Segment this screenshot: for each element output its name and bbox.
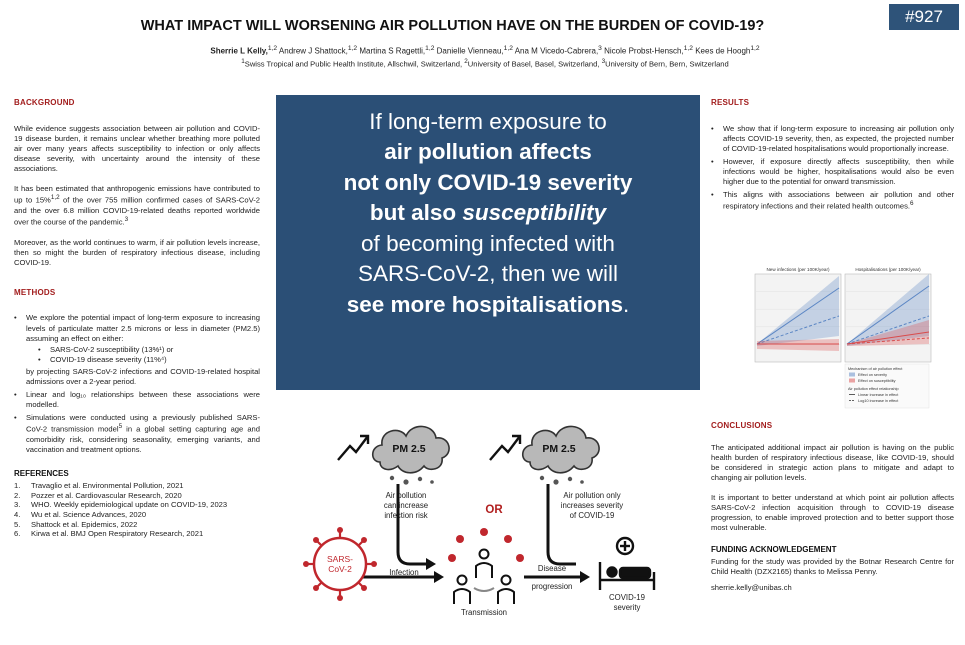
severity-label: COVID-19 bbox=[609, 593, 645, 602]
list-item: • However, if exposure directly affects susceptibility, then while infections would be higher, hospitalisations would also be even higher due to the potential for onward transmission. bbox=[711, 157, 954, 187]
first-author: Sherrie L Kelly, bbox=[210, 46, 268, 56]
background-paragraph: Moreover, as the world continues to warm, if air pollution levels increase, then so might the burden of respiratory infectious disease, including COVID-19. bbox=[14, 237, 260, 267]
author-sup: 1,2 bbox=[347, 45, 358, 52]
text-span: It has been estimated that anthropogenic emissions have contributed to up to 15% bbox=[14, 184, 260, 205]
affil-sup: 3 bbox=[601, 58, 606, 65]
mechanism-diagram bbox=[276, 402, 700, 640]
author-sup: 1,2 bbox=[503, 45, 513, 52]
references-list bbox=[14, 481, 260, 539]
author: Kees de Hoogh bbox=[695, 46, 751, 56]
reference-item bbox=[14, 500, 260, 510]
background-paragraph: While evidence suggests association between air pollution and COVID-19 disease burden, it remains unclear whether breathing more polluted air over many years affects susceptibility to infection or only affects disease severity, with uncertainty around the intensity of these associations. bbox=[14, 123, 260, 173]
hospital-bed-icon bbox=[600, 538, 654, 590]
pm25-cloud-icon bbox=[373, 426, 449, 484]
list-item: • Linear and log₁₀ relationships between these associations were modelled. bbox=[14, 390, 260, 410]
results-chart bbox=[735, 262, 955, 418]
ref-text: WHO. Weekly epidemiological update on COVID-19, 2023 bbox=[31, 500, 228, 510]
key-message-box bbox=[276, 95, 700, 390]
key-message-line bbox=[276, 168, 700, 198]
emphasis: air pollution affects bbox=[384, 139, 592, 165]
text-span: Simulations were conducted using a previously published SARS-CoV-2 transmission model bbox=[26, 413, 260, 434]
key-message-line bbox=[276, 198, 700, 228]
author: Andrew J Shattock, bbox=[278, 46, 348, 56]
ref-num: 1. bbox=[14, 480, 21, 490]
ref-text: Pozzer et al. Cardiovascular Research, 2020 bbox=[31, 490, 182, 500]
reference-item bbox=[14, 520, 260, 530]
author: Nicole Probst-Hensch, bbox=[604, 46, 684, 56]
ref-text: Travaglio et al. Environmental Pollution, 2021 bbox=[31, 480, 184, 490]
ref-text: Shattock et al. Epidemics, 2022 bbox=[31, 519, 138, 529]
disease-progression-label: progression bbox=[531, 582, 573, 591]
virus-icon bbox=[303, 527, 377, 601]
citation-sup: 6 bbox=[910, 200, 914, 208]
emphasis-italic: susceptibility bbox=[462, 200, 607, 226]
legend-entry: Effect on susceptibility bbox=[858, 379, 896, 383]
contact-email[interactable]: sherrie.kelly@unibas.ch bbox=[711, 583, 792, 593]
people-transmission-icon bbox=[454, 550, 514, 605]
disease-progression-label: Disease bbox=[537, 564, 567, 573]
legend-entry: Linear increase in effect bbox=[858, 393, 899, 397]
funding-heading: FUNDING ACKNOWLEDGEMENT bbox=[711, 545, 837, 555]
pm25-label: PM 2.5 bbox=[542, 443, 576, 455]
methods-heading: METHODS bbox=[14, 287, 56, 297]
text-span: This aligns with associations between air pollution and other respiratory infections and their related health outcomes. bbox=[723, 190, 954, 211]
funding-text: Funding for the study was provided by the Botnar Research Centre for Child Health (DZX2165) thanks to Melissa Penny. bbox=[711, 557, 954, 577]
list-item: • SARS-CoV-2 susceptibility (13%¹) or bbox=[34, 345, 260, 355]
reference-item bbox=[14, 491, 260, 501]
trend-up-icon bbox=[338, 436, 368, 460]
list-item bbox=[14, 313, 260, 387]
affil-sup: 2 bbox=[464, 58, 468, 65]
legend-swatch bbox=[849, 379, 855, 383]
reference-item bbox=[14, 481, 260, 491]
right-column bbox=[711, 98, 954, 215]
author: Ana M Vicedo-Cabrera, bbox=[514, 46, 599, 56]
conclusions-paragraph: It is important to better understand at which point air pollution affects SARS-CoV-2 infection acquisition through to COVID-19 disease progression, to enable improved protection and to better support those most vulnerable. bbox=[711, 493, 954, 533]
author-list bbox=[60, 45, 910, 56]
emphasis: not only COVID-19 severity bbox=[343, 169, 633, 195]
ref-num: 6. bbox=[14, 529, 21, 539]
virus-label: SARS- bbox=[327, 554, 353, 564]
methods-list bbox=[14, 313, 260, 455]
ref-num: 3. bbox=[14, 500, 21, 510]
conclusions-heading: CONCLUSIONS bbox=[711, 421, 773, 430]
author-sup: 1,2 bbox=[750, 45, 760, 52]
list-item: • COVID-19 disease severity (11%⁴) bbox=[34, 355, 260, 365]
severity-band bbox=[757, 339, 839, 351]
legend-entry: Mechanism of air pollution effect bbox=[848, 367, 903, 371]
key-message-line: of becoming infected with bbox=[361, 230, 615, 256]
affiliation: University of Basel, Basel, Switzerland, bbox=[467, 59, 602, 69]
text-span: . bbox=[623, 291, 630, 317]
text-span: of the over 755 million confirmed cases of SARS-CoV-2 and the over 6.8 million COVID-19-related deaths reported worldwide over the course of the pandemic. bbox=[14, 195, 260, 227]
legend-swatch bbox=[849, 373, 855, 377]
poster-number-badge: #927 bbox=[889, 4, 959, 30]
right-caption-line: Air pollution only bbox=[563, 491, 621, 500]
references-heading: REFERENCES bbox=[14, 469, 69, 479]
legend-entry: Air pollution effect relationship bbox=[848, 387, 899, 391]
emphasis: see more hospitalisations bbox=[346, 291, 624, 317]
results-heading: RESULTS bbox=[711, 98, 750, 107]
emphasis: but also bbox=[369, 200, 463, 226]
author-sup: 1,2 bbox=[267, 45, 278, 52]
sub-list bbox=[34, 345, 260, 365]
results-list bbox=[711, 124, 954, 212]
right-caption-line: increases severity bbox=[560, 501, 624, 510]
list-item bbox=[14, 413, 260, 455]
citation-sup: 3 bbox=[124, 215, 129, 223]
affiliation: University of Bern, Bern, Switzerland bbox=[605, 59, 729, 69]
panel-title: Hospitalisations (per 100K/year) bbox=[855, 267, 921, 272]
author: Martina S Ragettli, bbox=[359, 46, 426, 56]
ref-num: 4. bbox=[14, 509, 21, 519]
citation-sup: 5 bbox=[118, 423, 123, 431]
left-caption-line: Air pollution bbox=[385, 491, 427, 500]
reference-item bbox=[14, 510, 260, 520]
list-item bbox=[711, 190, 954, 212]
virus-label: CoV-2 bbox=[328, 564, 352, 574]
background-paragraph bbox=[14, 184, 260, 227]
author-sup: 1,2 bbox=[683, 45, 693, 52]
author-sup: 1,2 bbox=[425, 45, 435, 52]
affiliations bbox=[60, 58, 910, 69]
legend-entry: Effect on severity bbox=[858, 373, 888, 377]
affil-sup: 1 bbox=[241, 58, 245, 65]
right-column-lower bbox=[711, 421, 954, 593]
key-message-line bbox=[276, 137, 700, 167]
conclusions-paragraph: The anticipated additional impact air pollution is having on the public health burden of respiratory infectious disease, like COVID-19, should be considered in strategic action plans to mitigate and adapt to changing air pollution levels. bbox=[711, 442, 954, 482]
text-span: by projecting SARS-CoV-2 infections and COVID-19-related hospital admissions over a 2-year period. bbox=[26, 366, 260, 386]
key-message-line: If long-term exposure to bbox=[369, 109, 607, 134]
key-message-line: SARS-CoV-2, then we will bbox=[357, 261, 619, 287]
ref-text: Wu et al. Science Advances, 2020 bbox=[31, 509, 147, 519]
author-sup: 3 bbox=[598, 45, 602, 52]
transmission-label: Transmission bbox=[460, 608, 508, 617]
background-heading: BACKGROUND bbox=[14, 98, 75, 107]
right-caption-line: of COVID-19 bbox=[569, 511, 615, 520]
left-column bbox=[14, 98, 260, 539]
ref-num: 5. bbox=[14, 519, 21, 529]
poster-title: WHAT IMPACT WILL WORSENING AIR POLLUTION HAVE ON THE BURDEN OF COVID-19? bbox=[140, 18, 765, 34]
or-label: OR bbox=[485, 504, 503, 516]
text-span: We explore the potential impact of long-term exposure to increasing levels of particulate matter 2.5 microns or less in diameter (PM2.5) assuming an effect on either: bbox=[26, 313, 260, 343]
trend-up-icon bbox=[490, 436, 520, 460]
pm25-cloud-icon bbox=[523, 426, 599, 484]
author: Danielle Vienneau, bbox=[436, 46, 504, 56]
affiliation: Swiss Tropical and Public Health Institute, Allschwil, Switzerland, bbox=[244, 59, 465, 69]
ref-num: 2. bbox=[14, 490, 21, 500]
severity-label: severity bbox=[613, 603, 641, 612]
ref-text: Kirwa et al. BMJ Open Respiratory Research, 2021 bbox=[31, 529, 204, 539]
key-message-line bbox=[276, 290, 700, 320]
left-caption-line: infection risk bbox=[384, 511, 428, 520]
reference-item bbox=[14, 529, 260, 539]
citation-sup: 1,2 bbox=[50, 194, 60, 202]
pm25-label: PM 2.5 bbox=[392, 443, 426, 455]
panel-title: New infections (per 100K/year) bbox=[766, 267, 830, 272]
left-caption-line: can increase bbox=[383, 501, 429, 510]
legend-entry: Log10 increase in effect bbox=[858, 399, 899, 403]
infection-label: Infection bbox=[389, 568, 419, 577]
list-item: • We show that if long-term exposure to increasing air pollution only affects COVID-19 severity, then, as expected, the projected number of COVID-19-related hospitalisations would proportionally increase. bbox=[711, 124, 954, 154]
text-span: in a global setting capturing age and comorbidity risk, considering seasonality, emerging variants, and vaccination and treatment options. bbox=[26, 424, 260, 455]
